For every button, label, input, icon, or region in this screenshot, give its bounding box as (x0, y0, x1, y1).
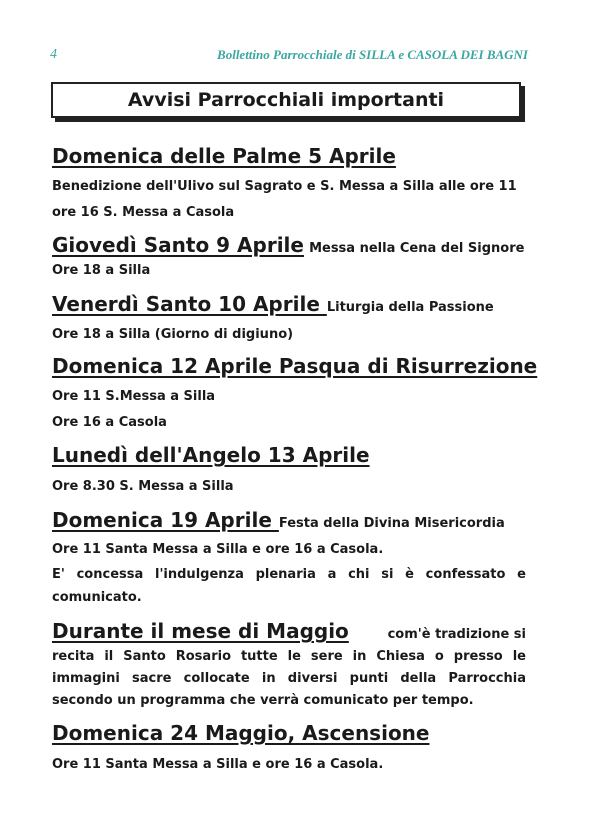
section-line: ore 16 S. Messa a Casola (52, 205, 235, 220)
section-line: Ore 18 a Silla (Giorno di digiuno) (52, 327, 294, 342)
section-inline-note: com'è tradizione si (387, 627, 526, 642)
section-heading-line (52, 233, 524, 257)
section-line: Ore 11 Santa Messa a Silla e ore 16 a Casola. (52, 757, 384, 772)
section-heading-line (52, 721, 429, 745)
section-line: immagini sacre collocate in diversi punti della Parrocchia (52, 671, 526, 686)
section-line: Benedizione dell'Ulivo sul Sagrato e S. Messa a Silla alle ore 11 (52, 179, 517, 194)
section-heading: Domenica 12 Aprile Pasqua di Risurrezione (52, 354, 538, 378)
page-number: 4 (50, 47, 57, 62)
section-heading-line (52, 619, 526, 643)
section-heading: Domenica 19 Aprile (52, 508, 279, 532)
section-inline-note: Festa della Divina Misericordia (278, 516, 505, 531)
section-line: E' concessa l'indulgenza plenaria a chi si è confessato e (52, 567, 526, 582)
section-inline-note: Messa nella Cena del Signore (309, 241, 525, 256)
section-heading: Giovedì Santo 9 Aprile (52, 233, 304, 257)
section-line: Ore 18 a Silla (52, 263, 151, 278)
section-inline-note: Liturgia della Passione (326, 300, 494, 315)
section-line: Ore 11 Santa Messa a Silla e ore 16 a Casola. (52, 542, 384, 557)
page-title: Avvisi Parrocchiali importanti (127, 89, 445, 111)
section-line: Ore 11 S.Messa a Silla (52, 389, 216, 404)
section-heading-line (52, 354, 537, 378)
section-line: recita il Santo Rosario tutte le sere in Chiesa o presso le (52, 649, 526, 664)
section-line: comunicato. (52, 590, 142, 605)
section-heading-line (52, 508, 505, 532)
section-heading: Durante il mese di Maggio (52, 619, 349, 643)
section-heading: Lunedì dell'Angelo 13 Aprile (52, 443, 370, 467)
section-line: Ore 8.30 S. Messa a Silla (52, 479, 234, 494)
section-heading-line (52, 292, 494, 316)
title-box (51, 82, 521, 118)
section-heading: Venerdì Santo 10 Aprile (52, 292, 327, 316)
section-line: Ore 16 a Casola (52, 415, 167, 430)
section-heading: Domenica 24 Maggio, Ascensione (52, 721, 430, 745)
section-line: secondo un programma che verrà comunicato per tempo. (52, 693, 474, 708)
section-heading-line (52, 144, 396, 168)
running-header: Bollettino Parrocchiale di SILLA e CASOLA DEI BAGNI (217, 47, 528, 62)
section-heading: Domenica delle Palme 5 Aprile (52, 144, 396, 168)
section-heading-line (52, 443, 370, 467)
